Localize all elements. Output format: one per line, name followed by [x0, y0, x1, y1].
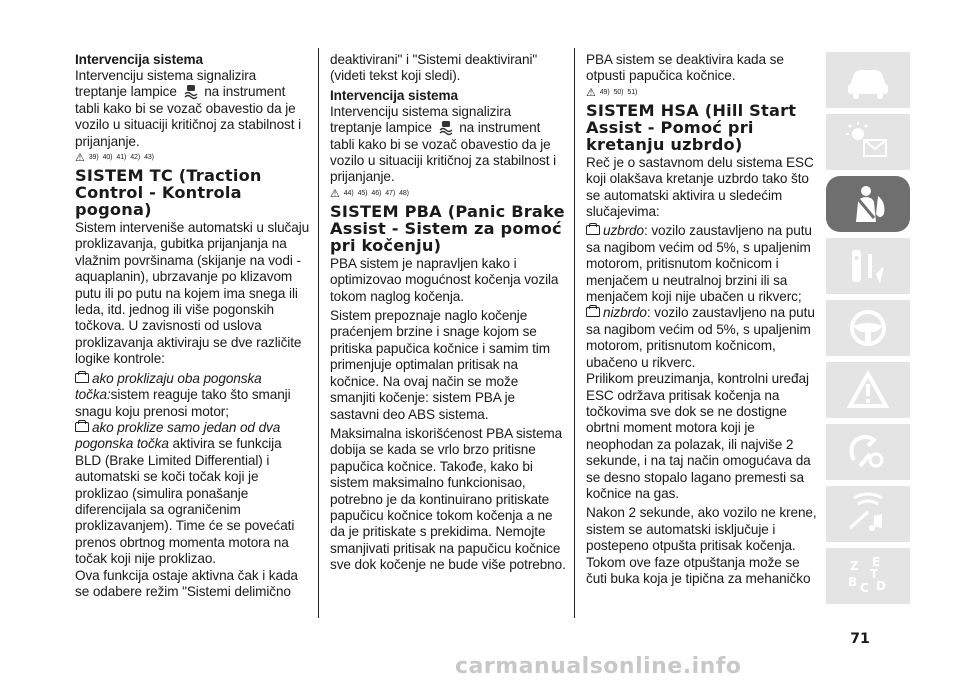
- multimedia-icon: [840, 492, 896, 536]
- column-divider: [574, 48, 575, 618]
- section-heading-pba: SISTEM PBA (Panic Brake Assist - Sistem za pomoć pri kočenju): [330, 201, 565, 255]
- warning-triangle-icon: ⚠: [75, 152, 85, 165]
- paragraph-text: PBA sistem je napravljen kako i optimizovao mogućnost kočenja vozila tokom naglog kočenja.: [330, 255, 559, 304]
- list-item: ako proklize samo jedan od dva pogonska točka aktivira se funkcija BLD (Brake Limited Differential) i automatski se koči točak koji je proklizao (simulira ponašanje diferencijala sa ograničenim proklizavanjem). Time će se povećati prenos obrtnog momenta motora na točak koji nije proklizao.: [75, 419, 295, 567]
- chapter-tab-driving[interactable]: [826, 300, 910, 356]
- column-2: [330, 52, 566, 577]
- svg-text:C: C: [860, 581, 869, 595]
- maintenance-icon: [840, 430, 896, 474]
- warning-triangle-icon: ⚠: [330, 187, 340, 200]
- warning-lights-icon: [840, 120, 896, 164]
- steering-wheel-icon: [840, 306, 896, 350]
- section-heading-tc: SISTEM TC (Traction Control - Kontrola pogona): [75, 166, 262, 220]
- chapter-sidebar: [826, 52, 910, 612]
- list-item: uzbrdo: vozilo zaustavljeno na putu sa nagibom većim od 5%, s upaljenim motorom, pritisnutom kočnicom i menjačem u neutralnoj brzini ili sa menjačem koji nije ubačen u rikverc;: [586, 223, 812, 305]
- chapter-tab-index[interactable]: [826, 548, 910, 604]
- key-start-icon: [840, 244, 896, 288]
- car-bullet-icon: [586, 307, 600, 317]
- svg-text:D: D: [876, 579, 886, 593]
- paragraph-text: Maksimalna iskorišćenost PBA sistema dobija se kada se vrlo brzo pritisne papučica kočnice. Takođe, kako bi sistem maksimalno funkcionisao, potrebno je da kontinuirano pritiskate papučicu kočnice tokom kočenja a ne da je pritiskate s prekidima. Nemojte smanjivati pritisak na papučicu kočnice sve dok kočenje ne bude više potrebno.: [330, 425, 566, 573]
- paragraph-text: deaktivirani" i "Sistemi deaktivirani" (videti tekst koji sledi).: [330, 52, 538, 84]
- reference-notes: ⚠ 44) 45) 46) 47) 48): [330, 187, 409, 200]
- paragraph-text: na instrument tabli kako bi se vozač obavestio da je vozilo u situaciji kritičnoj za stabilnost i prijanjanje.: [75, 84, 302, 149]
- car-icon: [840, 58, 896, 102]
- emergency-icon: [840, 368, 896, 412]
- chapter-tab-start[interactable]: [826, 238, 910, 294]
- svg-text:Z: Z: [850, 559, 859, 573]
- chapter-tab-car[interactable]: [826, 52, 910, 108]
- list-item: nizbrdo: vozilo zaustavljeno na putu sa nagibom većim od 5%, s upaljenim motorom, pritisnutom kočnicom, ubačeno u rikverc.: [586, 305, 815, 370]
- safety-seatbelt-icon: [840, 182, 896, 226]
- paragraph-text: Sistem prepoznaje naglo kočenje praćenjem brzine i snage kojom se pritiska papučica kočnice i samim tim primenjuje optimalan pritisak na kočnice. Na ovaj način se može smanjiti kočenje: sistem PBA je sastavni deo ABS sistema.: [330, 308, 550, 422]
- chapter-tab-maintenance[interactable]: [826, 424, 910, 480]
- column-divider: [318, 48, 319, 618]
- reference-notes: ⚠ 49) 50) 51): [586, 86, 638, 99]
- list-item: ako proklizaju oba pogonska točka:sistem reaguje tako što smanji snagu koju prenosi motor;: [75, 370, 291, 419]
- skid-warning-icon: [438, 120, 454, 136]
- car-bullet-icon: [75, 422, 89, 432]
- paragraph-text: na instrument tabli kako bi se vozač obavestio da je vozilo u situaciji kritičnoj za stabilnost i prijanjanje.: [330, 120, 557, 185]
- warning-triangle-icon: ⚠: [586, 86, 596, 99]
- svg-text:T: T: [870, 567, 879, 581]
- heading-intervention: Intervencija sistema: [75, 52, 203, 67]
- paragraph-text: Reč je o sastavnom delu sistema ESC koji olakšava kretanje uzbrdo tako što se automatski aktivira u sledećim slučajevima:: [586, 154, 814, 220]
- svg-text:B: B: [848, 575, 858, 589]
- paragraph-text: Nakon 2 sekunde, ako vozilo ne krene, sistem se automatski isključuje i postepeno otpušta pritisak kočenja. Tokom ove faze otpuštanja može se čuti buka koja je tipična za mehaničko: [586, 505, 817, 586]
- chapter-tab-emergency[interactable]: [826, 362, 910, 418]
- column-3: [586, 52, 822, 590]
- section-heading-hsa: SISTEM HSA (Hill Start Assist - Pomoć pri kretanju uzbrdo): [586, 100, 797, 154]
- paragraph-text: Intervenciju sistema signalizira treptanje lampice: [75, 68, 257, 100]
- chapter-tab-safety[interactable]: [826, 176, 910, 232]
- paragraph-text: Sistem interveniše automatski u slučaju proklizavanja, gubitka prijanjanja na vlažnim površinama (skijanje na vodi - aquaplanin), ubrzavanje po klizavom putu ili po putu na kojem ima snega ili leda, itd. jednog ili više pogonskih točkova. U zavisnosti od uslova proklizavanja aktiviraju se dve različite logike kontrole:: [75, 220, 310, 367]
- paragraph-text: Prilikom preuzimanja, kontrolni uređaj ESC održava pritisak kočenja na točkovima sve dok se ne dostigne obrtni moment motora koji je neophodan za polazak, ili najviše 2 sekunde, i na taj način omogućava da se desno stopalo lagano premesti sa kočnice na gas.: [586, 371, 811, 501]
- skid-warning-icon: [183, 84, 199, 100]
- chapter-tab-dashboard[interactable]: [826, 114, 910, 170]
- car-bullet-icon: [75, 373, 89, 383]
- paragraph-text: PBA sistem se deaktivira kada se otpusti papučica kočnice.: [586, 52, 784, 84]
- watermark: carmanualsonline.info: [455, 654, 742, 679]
- index-icon: [840, 554, 896, 598]
- paragraph-text: Intervenciju sistema signalizira treptanje lampice: [330, 103, 512, 136]
- page-number: 71: [850, 631, 870, 647]
- heading-intervention: Intervencija sistema: [330, 87, 458, 103]
- column-1: [75, 52, 311, 603]
- car-bullet-icon: [586, 225, 600, 235]
- paragraph-text: Ova funkcija ostaje aktivna čak i kada se odabere režim "Sistemi delimično: [75, 567, 298, 599]
- reference-notes: ⚠ 39) 40) 41) 42) 43): [75, 152, 154, 165]
- svg-text:E: E: [872, 555, 881, 569]
- chapter-tab-multimedia[interactable]: [826, 486, 910, 542]
